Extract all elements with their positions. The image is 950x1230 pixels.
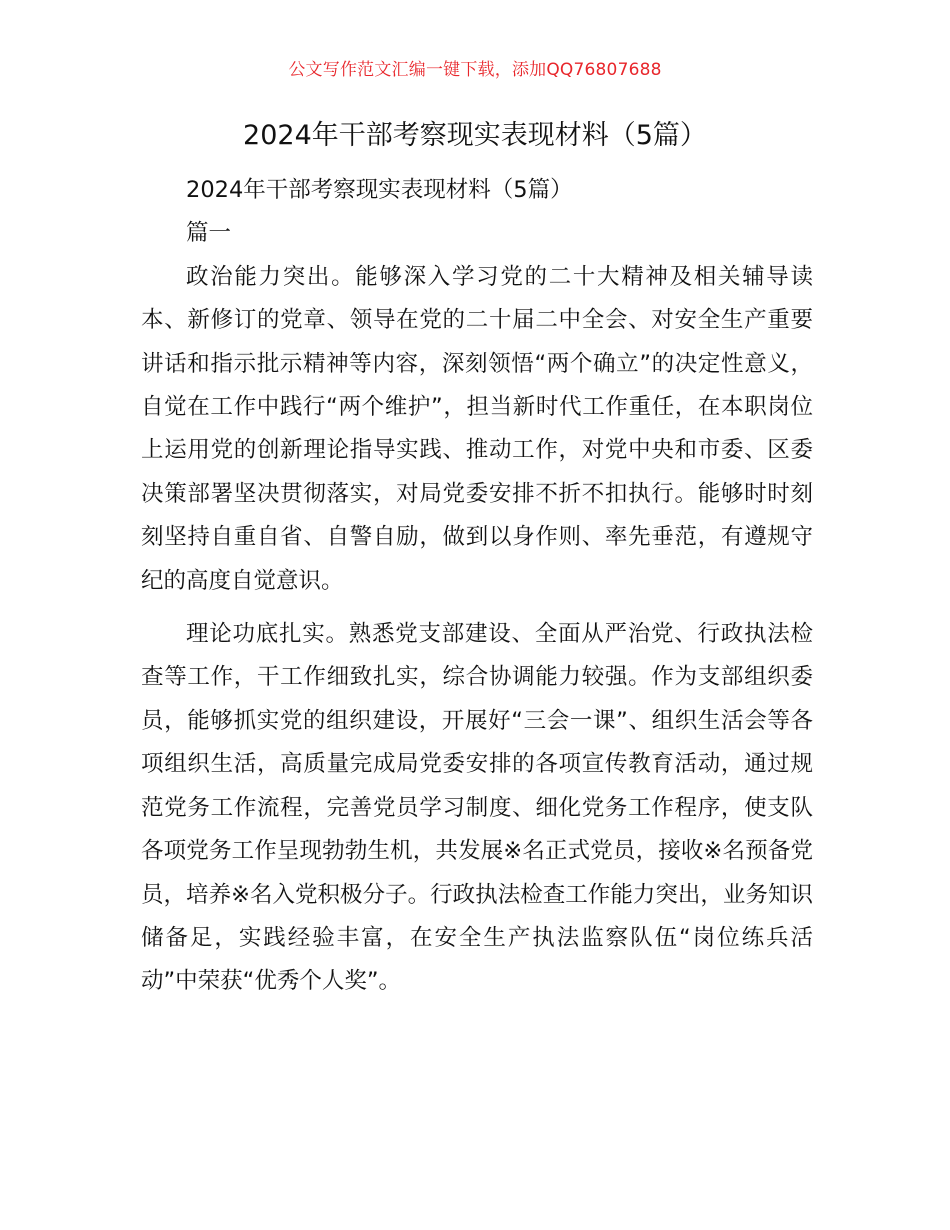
document-body xyxy=(141,169,813,1004)
paragraph: 理论功底扎实。熟悉党支部建设、全面从严治党、行政执法检查等工作，干工作细致扎实，综合协调能力较强。作为支部组织委员，能够抓实党的组织建设，开展好“三会一课”、组织生活会等各项组织生活，高质量完成局党委安排的各项宣传教育活动，通过规范党务工作流程，完善党员学习制度、细化党务工作程序，使支队各项党务工作呈现勃勃生机，共发展※名正式党员，接收※名预备党员，培养※名入党积极分子。行政执法检查工作能力突出，业务知识储备足，实践经验丰富，在安全生产执法监察队伍“岗位练兵活动”中荣获“优秀个人奖”。 xyxy=(141,621,813,995)
download-banner: 公文写作范文汇编一键下载，添加QQ76807688 xyxy=(288,60,662,80)
paragraph: 政治能力突出。能够深入学习党的二十大精神及相关辅导读本、新修订的党章、领导在党的二十届二中全会、对安全生产重要讲话和指示批示精神等内容，深刻领悟“两个确立”的决定性意义，自觉在工作中践行“两个维护”，担当新时代工作重任，在本职岗位上运用党的创新理论指导实践、推动工作，对党中央和市委、区委决策部署坚决贯彻落实，对局党委安排不折不扣执行。能够时时刻刻坚持自重自省、自警自励，做到以身作则、率先垂范，有遵规守纪的高度自觉意识。 xyxy=(141,263,813,594)
section-heading: 篇一 xyxy=(186,220,232,247)
page-title: 2024年干部考察现实表现材料（5篇） xyxy=(243,120,707,151)
subtitle: 2024年干部考察现实表现材料（5篇） xyxy=(186,177,573,203)
